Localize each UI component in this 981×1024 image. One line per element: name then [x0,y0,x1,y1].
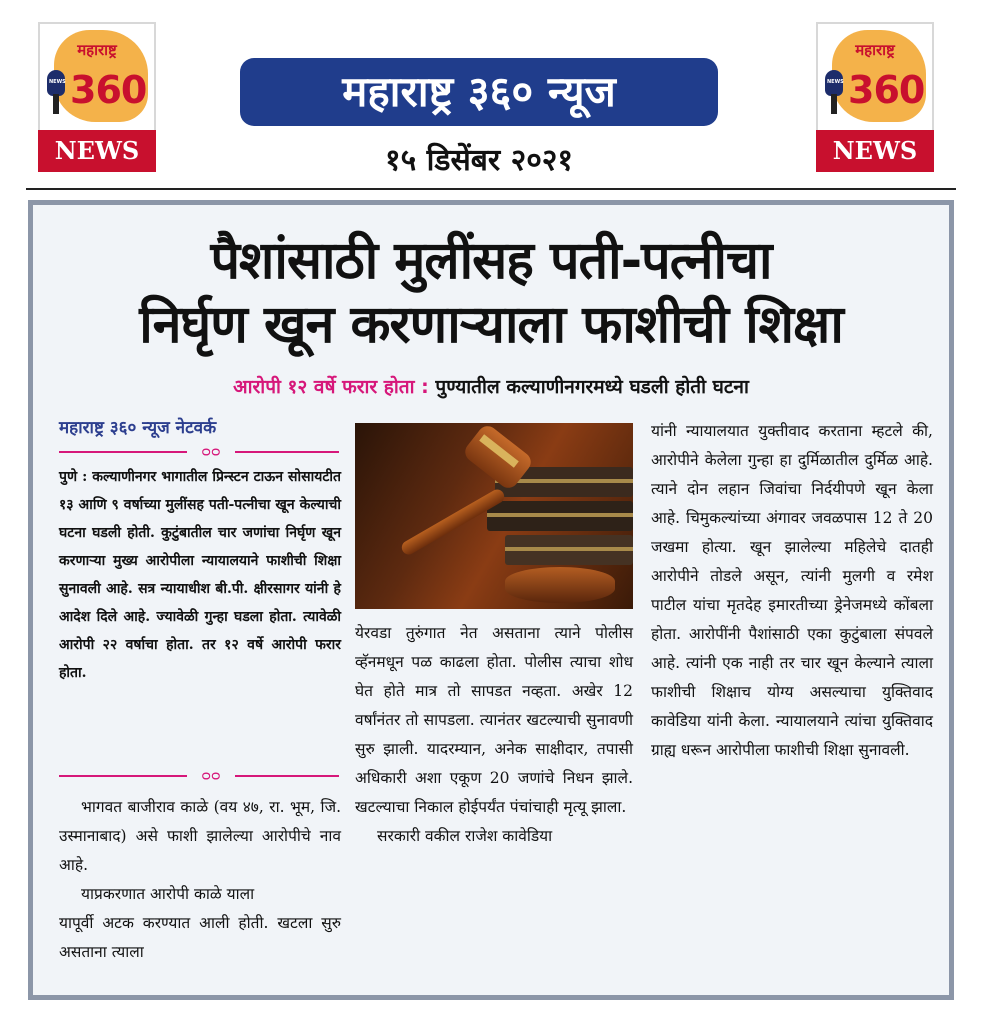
logo-right [816,22,934,172]
article-box [28,200,954,1000]
headline-line-1: पैशांसाठी मुलींसह पती-पत्नीचा [210,231,772,291]
col2-paragraph-1: येरवडा तुरुंगात नेत असताना त्याने पोलीस व्हॅनमधून पळ काढला होता. पोलीस त्याचा शोध घेत होते मात्र तो सापडत नव्हता. अखेर 12 वर्षांनंतर तो सापडला. त्यानंतर खटल्याची सुनावणी सुरु झाली. यादरम्यान, अनेक साक्षीदार, तपासी अधिकारी अशा एकूण 20 जणांचे निधन झाले. खटल्याचा निकाल होईपर्यंत पंचांचाही मृत्यू झाला. [355,624,633,816]
microphone-icon [46,70,66,114]
logo-number: 360 [70,68,147,112]
column-1-body [59,793,341,993]
lead-text: पुणे : कल्याणीनगर भागातील प्रिन्स्टन टाऊन सोसायटीत १३ आणि ९ वर्षाच्या मुलींसह पती-पत्नीचा खून केल्याची घटना घडली होती. कुटुंबातील चार जणांचा निर्घृण खून करणाऱ्या मुख्य आरोपीला न्यायालयाने फाशीची शिक्षा सुनावली आहे. सत्र न्यायाधीश बी.पी. क्षीरसागर यांनी हे आदेश दिले आहे. ज्यावेळी गुन्हा घडला होता. त्यावेळी आरोपी २२ वर्षाचा होता. तर १२ वर्षे आरोपी फरार होता. [59,469,341,681]
col2-paragraph-2: सरकारी वकील राजेश कावेडिया [377,827,553,845]
header-rule [26,188,956,190]
lead-paragraph [59,463,341,745]
gavel-photo [355,423,633,609]
col1-paragraph-2-start: याप्रकरणात आरोपी काळे याला [81,885,255,903]
column-2-body [355,619,633,993]
logo-name: महाराष्ट्र [855,41,895,59]
logo-band: NEWS [816,130,934,172]
issue-date: १५ डिसेंबर २०२१ [385,143,573,178]
subhead-highlight: आरोपी १२ वर्षे फरार होता : [233,376,429,398]
logo-band: NEWS [38,130,156,172]
mic-label: NEWS [827,79,844,85]
logo-panel [38,22,156,130]
microphone-icon [824,70,844,114]
subheadline [33,373,949,399]
column-3-body [651,417,933,993]
logo-number: 360 [848,68,925,112]
headline-line-2: निर्घृण खून करणाऱ्याला फाशीची शिक्षा [139,295,843,355]
logo-name: महाराष्ट्र [77,41,117,59]
divider-top [59,445,339,459]
mic-label: NEWS [49,79,66,85]
subhead-text: पुण्यातील कल्याणीनगरमध्ये घडली होती घटना [435,376,749,398]
logo-panel [816,22,934,130]
col1-paragraph-2: यापूर्वी अटक करण्यात आली होती. खटला सुरु असताना त्याला [59,914,341,961]
byline: महाराष्ट्र ३६० न्यूज नेटवर्क [59,418,217,438]
masthead-title: महाराष्ट्र ३६० न्यूज [240,58,718,126]
divider-ornament-icon: ᴑᴑ [187,767,235,785]
divider-ornament-icon: ᴑᴑ [187,443,235,461]
col1-paragraph-1: भागवत बाजीराव काळे (वय ४७, रा. भूम, जि. उस्मानाबाद) असे फाशी झालेल्या आरोपीचे नाव आहे. [59,798,341,874]
logo-left [38,22,156,172]
divider-bottom [59,769,339,783]
col3-paragraph-1: यांनी न्यायालयात युक्तीवाद करताना म्हटले की, आरोपीने केलेला गुन्हा हा दुर्मिळातील दुर्मिळ आहे. त्याने दोन लहान जिवांचा निर्दयीपणे खून केला आहे. चिमुकल्यांच्या अंगावर जवळपास 12 ते 20 जखमा होत्या. खून झालेल्या महिलेचे दातही आरोपीने तोडले असून, त्यांनी मुलगी व रमेश पाटील यांचा मृतदेह इमारतीच्या ड्रेनेजमध्ये कोंबला होता. आरोपींनी पैशांसाठी एका कुटुंबाला संपवले आहे. त्यांनी एक नाही तर चार खून केल्याने त्याला फाशीची शिक्षाच योग्य असल्याचा युक्तिवाद कावेडिया यांनी केला. न्यायालयाने त्यांचा युक्तिवाद ग्राह्य धरून आरोपीला फाशीची शिक्षा सुनावली. [651,422,933,759]
